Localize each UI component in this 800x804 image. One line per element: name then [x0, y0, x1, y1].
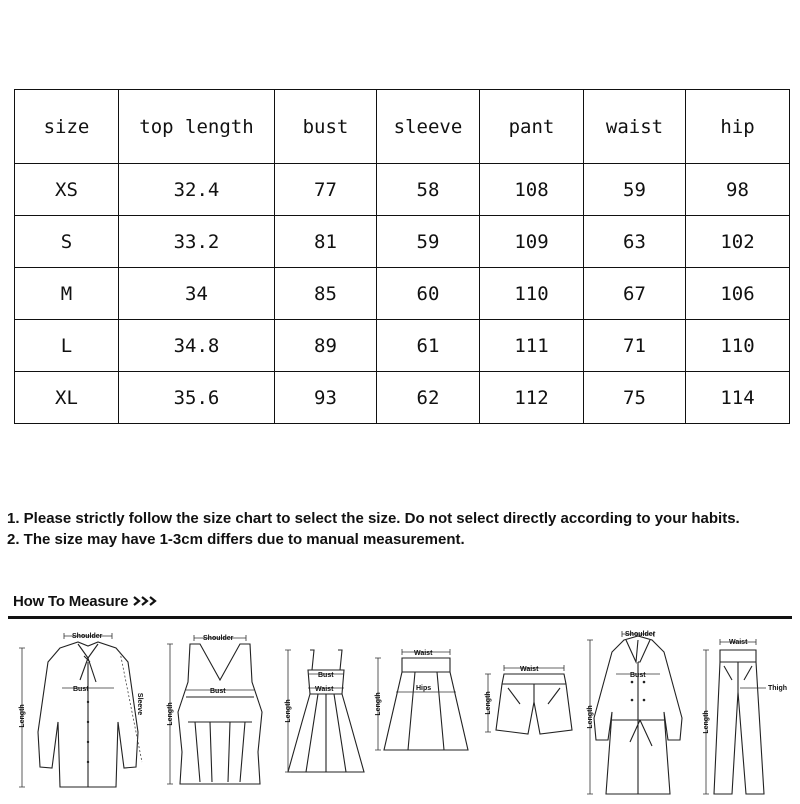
table-cell: 77 — [275, 164, 377, 216]
hips-label: Hips — [416, 685, 432, 692]
table-header-row — [15, 90, 790, 164]
trench-coat-diagram — [587, 631, 682, 794]
table-row — [15, 372, 790, 424]
table-cell: 85 — [275, 268, 377, 320]
table-cell: 34.8 — [119, 320, 275, 372]
header-top-length: top length — [119, 90, 275, 164]
table-cell: XS — [15, 164, 119, 216]
table-cell: 75 — [584, 372, 686, 424]
table-cell: 114 — [686, 372, 790, 424]
table-cell: 106 — [686, 268, 790, 320]
header-bust: bust — [275, 90, 377, 164]
waist-label: Waist — [520, 666, 539, 673]
table-cell: 33.2 — [119, 216, 275, 268]
table-row — [15, 164, 790, 216]
table-cell: 59 — [377, 216, 480, 268]
length-label: Length — [485, 691, 492, 715]
table-cell: 59 — [584, 164, 686, 216]
length-label: Length — [19, 704, 26, 728]
measurement-diagrams — [0, 622, 800, 804]
table-cell: S — [15, 216, 119, 268]
waist-label: Waist — [414, 650, 433, 657]
note-1: 1. Please strictly follow the size chart to select the size. Do not select directly according to your habits. — [7, 510, 740, 527]
table-cell: 32.4 — [119, 164, 275, 216]
table-cell: 98 — [686, 164, 790, 216]
header-sleeve: sleeve — [377, 90, 480, 164]
bust-label: Bust — [210, 688, 226, 695]
table-row — [15, 268, 790, 320]
shorts-diagram — [485, 665, 572, 734]
size-chart-table — [14, 89, 790, 424]
table-cell: 81 — [275, 216, 377, 268]
waist-label: Waist — [315, 686, 334, 693]
header-waist: waist — [584, 90, 686, 164]
table-cell: 93 — [275, 372, 377, 424]
shoulder-label: Shoulder — [203, 635, 234, 642]
header-pant: pant — [480, 90, 584, 164]
tank-top-diagram — [167, 635, 262, 784]
table-cell: 110 — [686, 320, 790, 372]
how-to-measure-title: How To Measure — [13, 593, 129, 610]
strap-dress-diagram — [285, 650, 364, 772]
header-hip: hip — [686, 90, 790, 164]
table-cell: 60 — [377, 268, 480, 320]
waist-label: Waist — [729, 639, 748, 646]
length-label: Length — [167, 702, 174, 726]
section-divider — [8, 616, 792, 619]
table-cell: XL — [15, 372, 119, 424]
table-cell: 58 — [377, 164, 480, 216]
table-cell: 110 — [480, 268, 584, 320]
table-cell: 89 — [275, 320, 377, 372]
table-cell: 61 — [377, 320, 480, 372]
sleeve-label: Sleeve — [136, 692, 143, 716]
table-cell: 108 — [480, 164, 584, 216]
size-notes — [7, 508, 797, 550]
table-row — [15, 320, 790, 372]
table-cell: 35.6 — [119, 372, 275, 424]
length-label: Length — [285, 699, 292, 723]
table-cell: 63 — [584, 216, 686, 268]
table-cell: 111 — [480, 320, 584, 372]
table-cell: 112 — [480, 372, 584, 424]
blouse-diagram — [19, 633, 143, 787]
thigh-label: Thigh — [768, 685, 788, 692]
skirt-diagram — [375, 649, 468, 750]
bust-label: Bust — [630, 672, 646, 679]
trousers-diagram — [703, 639, 787, 794]
length-label: Length — [703, 710, 710, 734]
length-label: Length — [375, 692, 382, 716]
header-size: size — [15, 90, 119, 164]
table-cell: 67 — [584, 268, 686, 320]
shoulder-label: Shoulder — [625, 631, 656, 638]
bust-label: Bust — [73, 686, 89, 693]
table-cell: 62 — [377, 372, 480, 424]
note-2: 2. The size may have 1-3cm differs due to manual measurement. — [7, 531, 465, 548]
how-to-measure-heading — [13, 593, 158, 610]
table-row — [15, 216, 790, 268]
table-cell: 109 — [480, 216, 584, 268]
table-cell: 71 — [584, 320, 686, 372]
bust-label: Bust — [318, 672, 334, 679]
triple-chevron-right-icon — [132, 595, 158, 607]
length-label: Length — [587, 705, 594, 729]
table-cell: 34 — [119, 268, 275, 320]
table-cell: 102 — [686, 216, 790, 268]
table-cell: L — [15, 320, 119, 372]
measurement-diagrams-svg — [0, 622, 800, 800]
shoulder-label: Shoulder — [72, 633, 103, 640]
table-cell: M — [15, 268, 119, 320]
